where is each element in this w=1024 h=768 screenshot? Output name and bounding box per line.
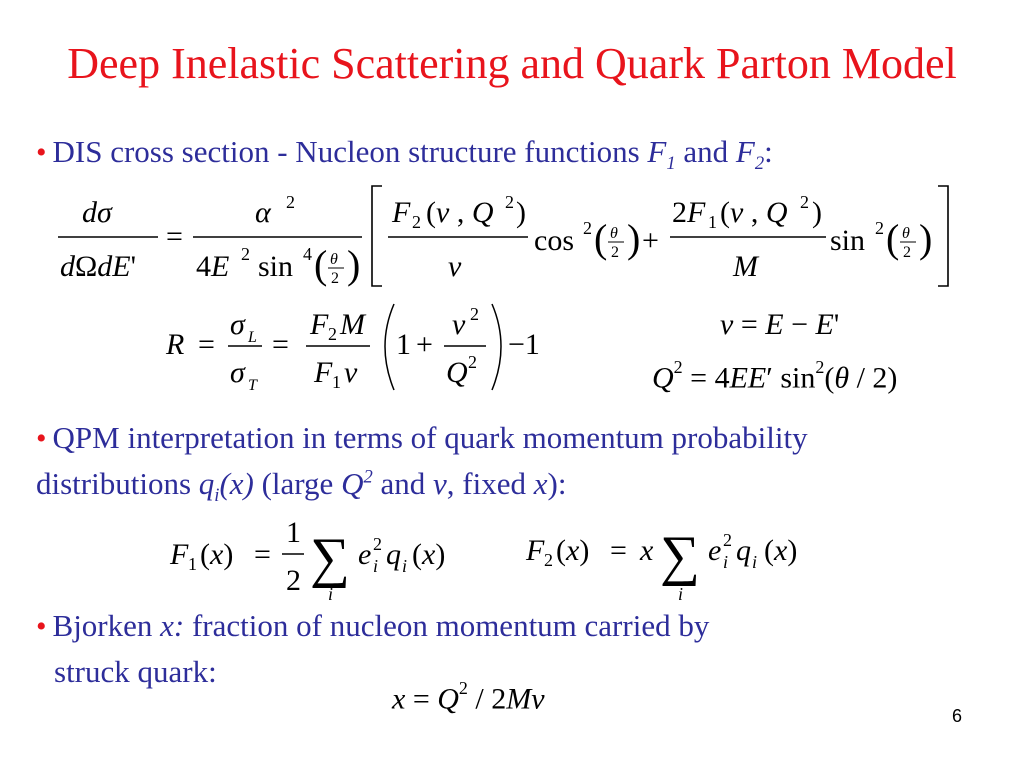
svg-text:2: 2 [800,192,809,212]
page-number: 6 [951,706,962,726]
svg-text:1: 1 [332,372,341,392]
svg-text:4: 4 [303,244,312,264]
svg-text:L: L [248,329,257,346]
svg-text:σ: σ [230,356,245,389]
q2-equation: $Q^2 = 4EE'$ $\sin^2(\theta / 2)$ [652,357,898,395]
nu-symbol: ν [433,466,447,501]
svg-text:∑: ∑ [660,525,700,587]
svg-text:ν: ν [448,250,462,283]
svg-text:σ: σ [230,308,245,341]
svg-text:(x): (x) [556,534,590,567]
svg-text:2: 2 [412,212,421,232]
svg-text:F: F [314,356,333,389]
svg-text:(: ( [886,216,900,261]
svg-text:(x): (x) [412,538,446,571]
bullet-bjorken-x: • Bjorken x: fraction of nucleon momentum carried by [36,608,710,643]
svg-text:i: i [402,556,408,576]
x-symbol: x [533,466,548,501]
bullet-bjorken-line2: struck quark: [54,654,217,689]
svg-text:2: 2 [583,218,592,238]
bullet-dot: • [36,610,47,643]
svg-text:2: 2 [875,218,884,238]
bullet-dot: • [36,422,47,455]
svg-text:=: = [166,220,183,253]
bullet-text: QPM interpretation in terms of quark momentum probability [52,420,808,455]
svg-text:F: F [392,196,411,229]
svg-text:4E: 4E [196,250,230,283]
svg-text:=: = [198,328,215,361]
svg-text:=: = [610,534,627,567]
svg-text:sin: sin [258,250,294,283]
f1-equation [168,508,468,608]
svg-text:2: 2 [611,244,619,261]
svg-text:F: F [170,538,189,571]
svg-text:1: 1 [396,328,411,361]
svg-text:2: 2 [903,244,911,261]
svg-text:θ: θ [330,251,338,268]
bullet-text: DIS cross section - Nucleon structure functions [52,134,648,169]
svg-text:R: R [166,328,185,361]
svg-text:=: = [254,538,271,571]
svg-text:i: i [678,584,684,604]
bullet-dot: • [36,136,47,169]
cross-section-equation [50,180,970,295]
svg-text:+: + [642,224,659,257]
svg-text:2: 2 [328,324,337,344]
f2-equation [524,508,824,608]
svg-text:): ) [627,216,641,261]
svg-text:2: 2 [373,534,382,554]
svg-text:Q: Q [446,356,468,389]
svg-text:2: 2 [286,564,301,597]
and-text: and [675,134,736,169]
svg-text:2: 2 [723,530,732,550]
svg-text:): ) [919,216,933,261]
svg-text:i: i [328,584,334,604]
svg-text:): ) [516,196,526,229]
svg-text:2: 2 [544,550,553,570]
nu-equation: ν = E − E' [720,308,840,341]
x-symbol: x: [160,608,185,643]
svg-text:e: e [708,534,722,567]
svg-text:(x): (x) [200,538,234,571]
svg-text:∑: ∑ [310,527,350,589]
svg-text:F: F [526,534,545,567]
svg-text:2: 2 [505,192,514,212]
svg-text:F: F [310,308,329,341]
svg-text:(: ( [314,242,328,287]
svg-text:M: M [340,308,365,341]
svg-text:(ν , Q: (ν , Q [426,196,494,229]
svg-text:T: T [248,377,257,394]
svg-text:1: 1 [708,212,717,232]
bullet-qpm-interpretation [36,420,808,456]
svg-text:q: q [386,538,401,571]
svg-text:i: i [723,552,729,572]
svg-text:dσ: dσ [82,196,112,229]
bullet-qpm-line2: distributions $q_i(x)$ (large $Q^2$ and ν, fixed x): [36,466,567,507]
svg-text:q: q [736,534,751,567]
svg-text:+: + [416,328,433,361]
svg-text:2: 2 [286,192,295,212]
bjorken-x-equation: $x = Q^2 / 2M\nu$ [392,678,545,716]
svg-text:α: α [255,196,271,229]
svg-text:=: = [272,328,289,361]
svg-text:ν: ν [452,308,466,341]
svg-text:(ν , Q: (ν , Q [720,196,788,229]
q-symbol: $Q^2$ [341,466,373,501]
svg-text:cos: cos [534,224,574,257]
svg-text:1: 1 [188,554,197,574]
svg-text:(: ( [594,216,608,261]
svg-text:dΩdE': dΩdE' [60,250,137,283]
svg-text:x: x [640,534,654,567]
r-ratio-equation [160,298,580,398]
svg-text:i: i [752,552,758,572]
f2-symbol: $F_2$ [735,134,765,175]
svg-text:2: 2 [241,244,250,264]
svg-text:1: 1 [286,516,301,549]
qi-symbol: $q_i(x)$ [198,466,254,507]
svg-text:2: 2 [468,352,477,372]
svg-text:M: M [733,250,758,283]
svg-text:(x): (x) [764,534,798,567]
svg-text:2: 2 [470,304,479,324]
svg-text:): ) [812,196,822,229]
svg-text:e: e [358,538,372,571]
svg-text:−1: −1 [508,328,540,361]
svg-text:2F: 2F [672,196,706,229]
svg-text:θ: θ [610,225,618,242]
svg-text:θ: θ [902,225,910,242]
slide-title: Deep Inelastic Scattering and Quark Parton Model [67,39,957,88]
f1-symbol: $F_1$ [647,134,676,175]
svg-text:): ) [347,242,361,287]
svg-text:i: i [373,556,379,576]
svg-text:sin: sin [830,224,866,257]
svg-text:ν: ν [344,356,358,389]
svg-text:2: 2 [331,270,339,287]
bullet-dis-cross-section: • DIS cross section - Nucleon structure functions $F_1$ and $F_2$: [36,134,773,175]
